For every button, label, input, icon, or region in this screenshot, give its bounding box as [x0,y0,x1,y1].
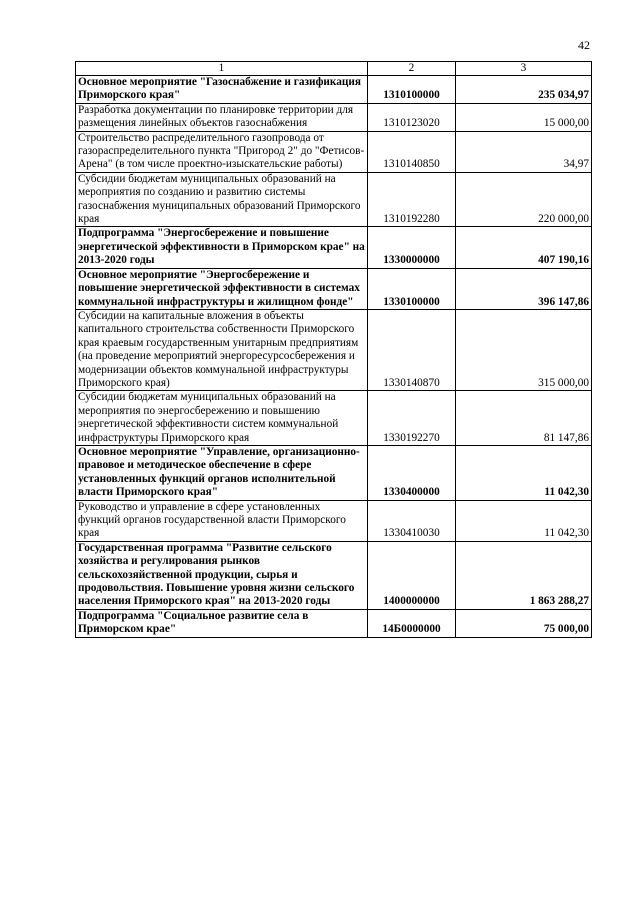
table-row [76,227,592,268]
row-code-cell: 1330100000 [368,268,456,309]
row-name-cell: Основное мероприятие "Энергосбережение и повышение энергетической эффективности в системах коммунальной инфраструктуры и жилищном фонде" [76,268,368,309]
table-row [76,500,592,541]
row-name-cell: Субсидии бюджетам муниципальных образований на мероприятия по энергосбережению и повышению энергетической эффективности систем коммунальной инфраструктуры Приморского края [76,391,368,446]
row-amount-cell: 11 042,30 [456,500,592,541]
row-code-cell: 1310100000 [368,76,456,104]
row-name-cell: Основное мероприятие "Управление, организационно-правовое и методическое обеспечение в сфере установленных функций органов исполнительной власти Приморского края" [76,445,368,500]
row-amount-cell: 407 190,16 [456,227,592,268]
row-code-cell: 1310123020 [368,103,456,131]
column-header-code: 2 [368,62,456,76]
table-row [76,609,592,637]
row-amount-cell: 235 034,97 [456,76,592,104]
row-name-cell: Подпрограмма "Энергосбережение и повышение энергетической эффективности в Приморском крае" на 2013-2020 годы [76,227,368,268]
row-code-cell: 1330410030 [368,500,456,541]
column-header-amount: 3 [456,62,592,76]
row-name-cell: Основное мероприятие "Газоснабжение и газификация Приморского края" [76,76,368,104]
row-amount-cell: 75 000,00 [456,609,592,637]
row-code-cell: 1400000000 [368,541,456,609]
table-row [76,268,592,309]
row-name-cell: Субсидии бюджетам муниципальных образований на мероприятия по созданию и развитию системы газоснабжения муниципальных образований Приморского края [76,172,368,227]
row-amount-cell: 396 147,86 [456,268,592,309]
row-amount-cell: 34,97 [456,131,592,172]
table-row [76,391,592,446]
row-name-cell: Подпрограмма "Социальное развитие села в Приморском крае" [76,609,368,637]
row-code-cell: 1330000000 [368,227,456,268]
table-row [76,309,592,390]
table-row [76,445,592,500]
row-amount-cell: 220 000,00 [456,172,592,227]
row-code-cell: 1330400000 [368,445,456,500]
row-name-cell: Строительство распределительного газопровода от газораспределительного пункта "Пригород 2" до "Фетисов-Арена" (в том числе проектно-изыскательские работы) [76,131,368,172]
row-code-cell: 1330140870 [368,309,456,390]
budget-table [75,61,592,638]
row-code-cell: 1310192280 [368,172,456,227]
row-amount-cell: 11 042,30 [456,445,592,500]
table-header-row [76,62,592,76]
row-code-cell: 1330192270 [368,391,456,446]
row-name-cell: Разработка документации по планировке территории для размещения линейных объектов газоснабжения [76,103,368,131]
row-code-cell: 14Б0000000 [368,609,456,637]
column-header-name: 1 [76,62,368,76]
table-row [76,172,592,227]
table-row [76,103,592,131]
row-amount-cell: 315 000,00 [456,309,592,390]
table-row [76,541,592,609]
table-body [76,76,592,638]
table-row [76,131,592,172]
row-name-cell: Государственная программа "Развитие сельского хозяйства и регулирования рынков сельскохозяйственной продукции, сырья и продовольствия. Повышение уровня жизни сельского населения Приморского края" на 2013-2020 годы [76,541,368,609]
row-amount-cell: 15 000,00 [456,103,592,131]
row-name-cell: Руководство и управление в сфере установленных функций органов государственной власти Приморского края [76,500,368,541]
row-name-cell: Субсидии на капитальные вложения в объекты капитального строительства собственности Приморского края краевым государственным унитарным предприятиям (на проведение мероприятий энергоресурсосбережения и модернизации объектов коммунальной инфраструктуры Приморского края) [76,309,368,390]
row-amount-cell: 81 147,86 [456,391,592,446]
row-amount-cell: 1 863 288,27 [456,541,592,609]
table-row [76,76,592,104]
page-number: 42 [578,38,590,52]
row-code-cell: 1310140850 [368,131,456,172]
